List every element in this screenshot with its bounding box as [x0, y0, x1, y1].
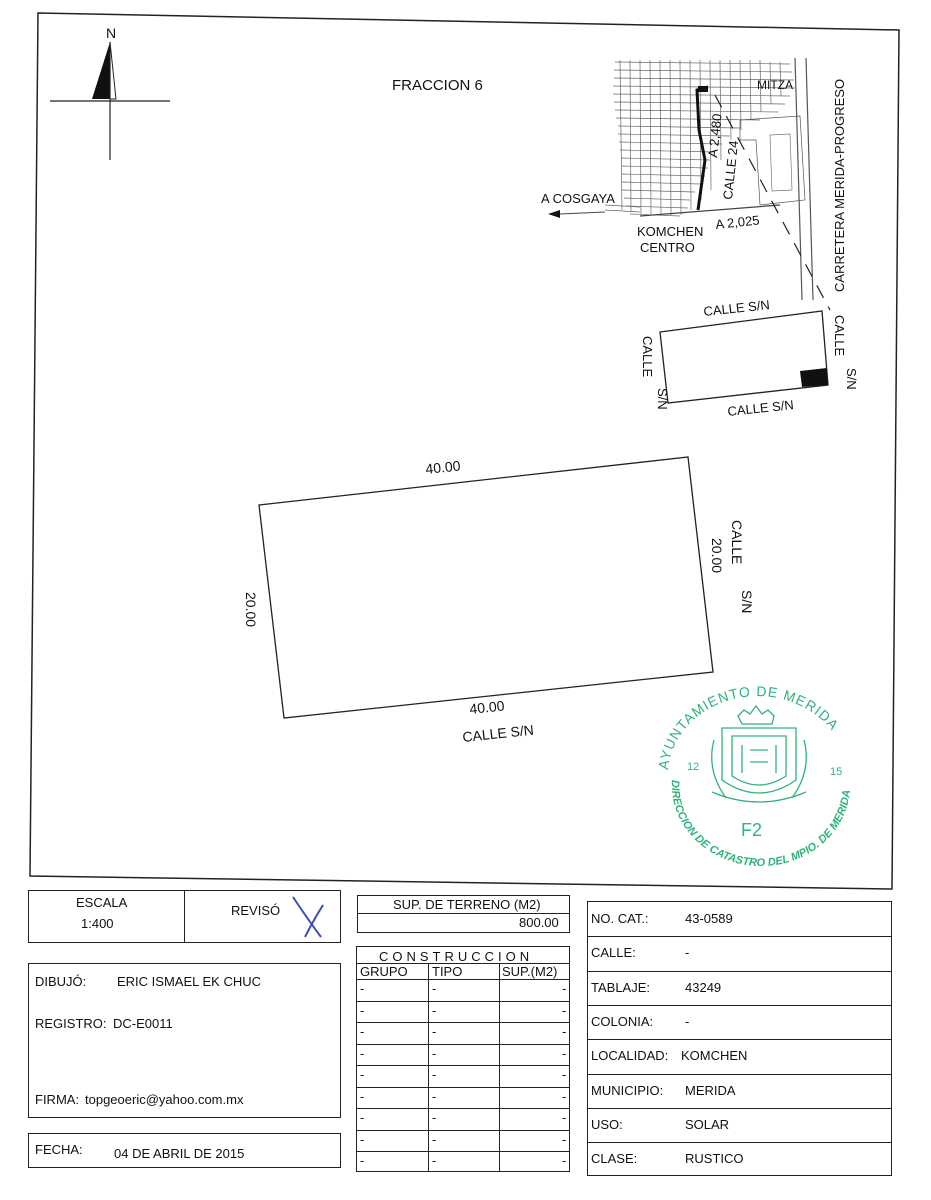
drawing-frame	[30, 13, 899, 889]
info-value: MERIDA	[685, 1082, 736, 1098]
scale-review-box	[28, 890, 341, 943]
construction-row-divider	[357, 1130, 569, 1131]
construction-row-divider	[357, 1108, 569, 1109]
fraccion-title: FRACCION 6	[392, 77, 483, 94]
construction-cell-group: -	[360, 1045, 365, 1061]
block-outline	[660, 311, 828, 403]
info-row-divider	[588, 1142, 891, 1143]
label-a2025: A 2,025	[714, 212, 761, 232]
land-area-label: SUP. DE TERRENO (M2)	[393, 897, 541, 912]
info-row-divider	[588, 1074, 891, 1075]
construction-row-divider	[357, 1001, 569, 1002]
lot-outline	[259, 457, 713, 718]
drafter-label: DIBUJÓ:	[35, 974, 87, 989]
lot-marker	[800, 368, 828, 387]
label-centro: CENTRO	[640, 240, 695, 255]
lot-left-dimension: 20.00	[243, 592, 259, 628]
info-label: USO:	[591, 1116, 623, 1132]
lot-right-street-2: S/N	[739, 590, 755, 614]
construction-cell-group: -	[360, 981, 365, 996]
cadastral-info-table	[587, 901, 892, 1176]
info-value: -	[685, 1013, 690, 1029]
registry-label: REGISTRO:	[35, 1016, 107, 1031]
construction-cell-area: -	[562, 981, 567, 996]
label-a2480: A 2,480	[705, 112, 725, 159]
construction-cell-area: -	[562, 1067, 567, 1082]
col-grupo: GRUPO	[360, 964, 408, 979]
scale-value: 1:400	[81, 916, 114, 931]
info-row-divider	[588, 936, 891, 937]
label-cosgaya: A COSGAYA	[541, 191, 615, 206]
signature-label: FIRMA:	[35, 1092, 80, 1107]
block-right-street-2: S/N	[844, 368, 859, 390]
construction-cell-group: -	[360, 1153, 365, 1168]
block-left-street-1: CALLE	[640, 336, 655, 378]
info-label: CALLE:	[591, 945, 636, 961]
block-top-street: CALLE S/N	[702, 297, 771, 319]
north-label: N	[106, 25, 117, 41]
construction-cell-area: -	[562, 1024, 567, 1039]
scale-label: ESCALA	[76, 895, 128, 910]
label-mitza: MITZA	[757, 78, 793, 92]
construction-cell-type: -	[432, 1131, 437, 1147]
construction-row-divider	[357, 1065, 569, 1066]
info-row-divider	[588, 1039, 891, 1040]
seal-code: F2	[741, 820, 763, 840]
drafter-box	[28, 963, 341, 1118]
construction-cell-group: -	[360, 1067, 365, 1082]
info-label: TABLAJE:	[591, 979, 651, 995]
info-row-divider	[588, 1005, 891, 1006]
construction-cell-type: -	[432, 1002, 437, 1018]
info-value: -	[685, 945, 690, 961]
north-arrow-icon	[50, 25, 170, 160]
review-mark-icon	[287, 891, 331, 941]
signature-value: topgeoeric@yahoo.com.mx	[85, 1092, 244, 1107]
reviewed-label: REVISÓ	[231, 903, 281, 918]
construction-cell-group: -	[360, 1110, 365, 1125]
construction-cell-type: -	[432, 1153, 437, 1168]
block-left-street-2: S/N	[655, 388, 670, 410]
construction-cell-area: -	[562, 1088, 567, 1104]
label-komchen: KOMCHEN	[637, 224, 704, 239]
lot-bottom-street: CALLE S/N	[461, 721, 535, 745]
construction-row-divider	[357, 1151, 569, 1152]
date-value: 04 DE ABRIL DE 2015	[114, 1146, 245, 1161]
info-row-divider	[588, 971, 891, 972]
construction-table	[356, 946, 570, 1172]
land-area-value: 800.00	[519, 915, 559, 930]
info-value: KOMCHEN	[681, 1048, 748, 1064]
municipal-seal-icon	[655, 683, 853, 869]
info-value: RUSTICO	[685, 1151, 744, 1167]
seal-top-text: AYUNTAMIENTO DE MERIDA	[654, 682, 843, 771]
seal-num-right: 15	[830, 766, 843, 778]
construction-cell-area: -	[562, 1131, 567, 1147]
construction-row-divider	[357, 1087, 569, 1088]
construction-cell-area: -	[562, 1045, 567, 1061]
info-label: LOCALIDAD:	[591, 1048, 669, 1064]
info-value: 43249	[685, 979, 722, 995]
seal-num-left: 12	[687, 761, 700, 773]
construction-cell-group: -	[360, 1024, 365, 1039]
construction-cell-group: -	[360, 1002, 365, 1018]
lot-right-street-1: CALLE	[729, 520, 745, 565]
info-label: COLONIA:	[591, 1013, 654, 1029]
info-label: MUNICIPIO:	[591, 1082, 664, 1098]
construction-cell-type: -	[432, 981, 437, 996]
land-area-box	[357, 895, 570, 933]
construction-row-divider	[357, 1022, 569, 1023]
construction-cell-type: -	[432, 1088, 437, 1104]
seal-bottom-text: DIRECCION DE CATASTRO DEL MPIO. DE MERIDA	[668, 779, 854, 870]
block-bottom-street: CALLE S/N	[726, 397, 795, 419]
registry-value: DC-E0011	[113, 1016, 173, 1031]
lot-right-dimension: 20.00	[709, 538, 725, 574]
info-label: NO. CAT.:	[591, 911, 649, 926]
lot-top-dimension: 40.00	[424, 457, 462, 477]
label-carretera: CARRETERA MERIDA-PROGRESO	[832, 78, 847, 292]
block-right-street-1: CALLE	[832, 315, 847, 357]
construction-cell-type: -	[432, 1045, 437, 1061]
info-row-divider	[588, 1108, 891, 1109]
construction-row-divider	[357, 1044, 569, 1045]
col-tipo: TIPO	[432, 964, 463, 979]
construction-cell-type: -	[432, 1067, 437, 1082]
construction-cell-area: -	[562, 1153, 567, 1168]
svg-text:AYUNTAMIENTO DE MERIDA	[655, 683, 842, 771]
construction-cell-type: -	[432, 1110, 437, 1125]
construction-cell-type: -	[432, 1024, 437, 1039]
info-label: CLASE:	[591, 1151, 638, 1167]
construction-cell-area: -	[562, 1002, 567, 1018]
date-label: FECHA:	[35, 1142, 83, 1157]
construction-title: CONSTRUCCION	[379, 949, 534, 964]
construction-cell-group: -	[360, 1088, 365, 1104]
date-box	[28, 1133, 341, 1168]
construction-cell-group: -	[360, 1131, 365, 1147]
lot-bottom-dimension: 40.00	[468, 697, 506, 717]
info-value: SOLAR	[685, 1116, 730, 1132]
info-value: 43-0589	[685, 911, 733, 926]
label-calle24: CALLE 24	[720, 139, 742, 201]
col-sup: SUP.(M2)	[502, 964, 558, 979]
drafter-value: ERIC ISMAEL EK CHUC	[117, 974, 261, 989]
construction-cell-area: -	[562, 1110, 567, 1125]
